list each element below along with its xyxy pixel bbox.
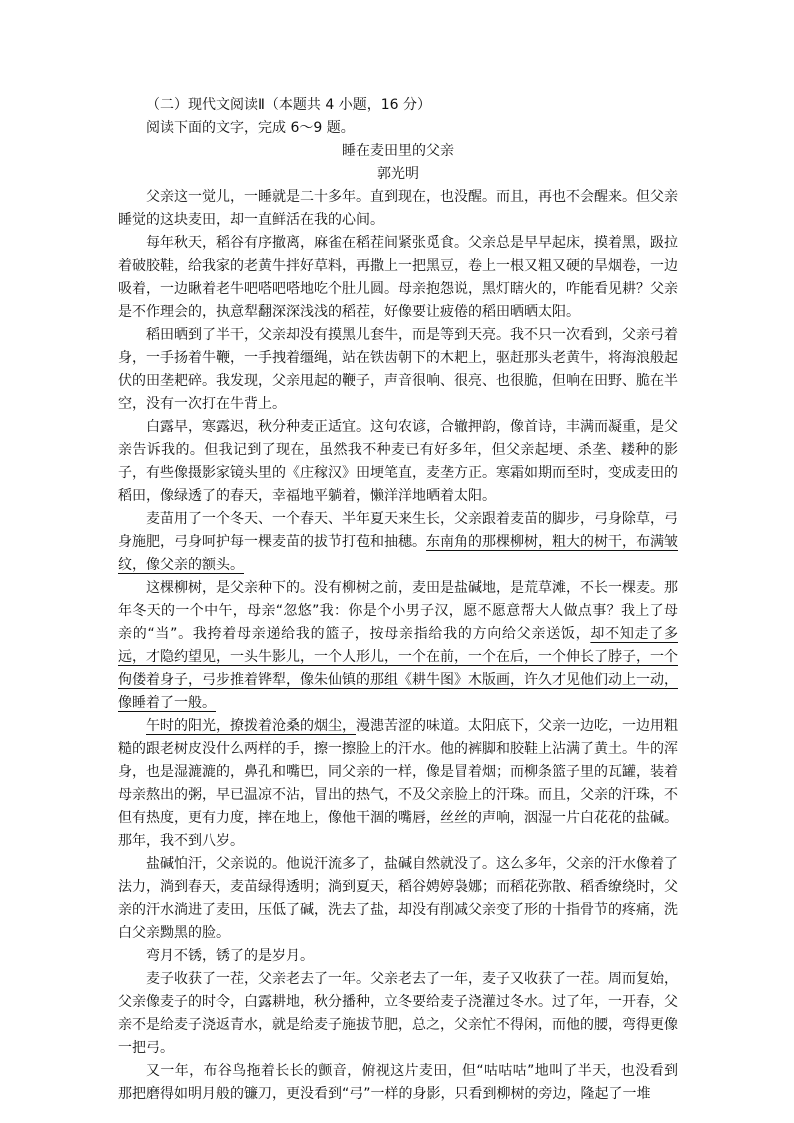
essay-paragraph: 弯月不锈，锈了的是岁月。 — [146, 948, 314, 964]
essay-paragraph: 白露早，寒露迟，秋分种麦正适宜。这句农谚，合辙押韵，像首诗，丰满而凝重，是父亲告诉我的。但我记到了现在，虽然我不种麦已有好多年，但父亲起埂、杀垄、耧种的影子，有些像摄影家镜头里的《庄稼汉》田埂笔直，麦垄方正。寒霜如期而至时，变成麦田的稻田，像绿透了的春天，幸福地平躺着，懒洋洋地晒着太阳。 — [118, 419, 678, 504]
essay-title: 睡在麦田里的父亲 — [342, 143, 454, 159]
essay-author: 郭光明 — [377, 166, 419, 182]
essay-paragraph: 盐碱怕汗，父亲说的。他说汗流多了，盐碱自然就没了。这么多年，父亲的汗水像着了法力，淌到春天，麦苗绿得透明；淌到夏天，稻谷娉婷袅娜；而稻花弥散、稻香缭绕时，父亲的汗水淌进了麦田，压低了碱，洗去了盐，却没有削减父亲变了形的十指骨节的疼痛，洗白父亲黝黑的脸。 — [118, 856, 678, 941]
document-page — [118, 94, 678, 1106]
essay-paragraph: 麦苗用了一个冬天、一个春天、半年夏天来生长，父亲跟着麦苗的脚步，弓身除草，弓身施肥，弓身呵护每一棵麦苗的拔节打苞和抽穗。东南角的那棵柳树，粗大的树干，布满皱纹，像父亲的额头。 — [118, 511, 678, 573]
essay-paragraph: 麦子收获了一茬，父亲老去了一年。父亲老去了一年，麦子又收获了一茬。周而复始，父亲像麦子的时令，白露耕地，秋分播种，立冬要给麦子浇灌过冬水。过了年，一开春，父亲不是给麦子浇返青水，就是给麦子施拔节肥，总之，父亲忙不得闲，而他的腰，弯得更像一把弓。 — [118, 971, 678, 1056]
underlined-passage: 午时的阳光，撩拨着沧桑的烟尘， — [146, 718, 356, 734]
essay-paragraph: 午时的阳光，撩拨着沧桑的烟尘，漫漶苦涩的味道。太阳底下，父亲一边吃，一边用粗糙的跟老树皮没什么两样的手，擦一擦脸上的汗水。他的裤脚和胶鞋上沾满了黄土。牛的浑身，也是湿漉漉的，鼻孔和嘴巴，同父亲的一样，像是冒着烟；而柳条篮子里的瓦罐，装着母亲熬出的粥，早已温凉不沾，冒出的热气，不及父亲脸上的汗珠。而且，父亲的汗珠，不但有热度，更有力度，摔在地上，像他干涸的嘴唇，丝丝的声响，洇湿一片白花花的盐碱。那年，我不到八岁。 — [118, 718, 678, 849]
reading-instruction: 阅读下面的文字，完成 6～9 题。 — [146, 120, 355, 136]
essay-paragraph: 稻田晒到了半干，父亲却没有摸黑儿套牛，而是等到天亮。我不只一次看到，父亲弓着身，一手扬着牛鞭，一手拽着缰绳，站在铁齿朝下的木耙上，驱赶那头老黄牛，将海浪般起伏的田垄耙碎。我发现，父亲甩起的鞭子，声音很响、很亮、也很脆，但响在田野、脆在半空，没有一次打在牛背上。 — [118, 327, 678, 412]
essay-paragraph: 又一年，布谷鸟拖着长长的颤音，俯视这片麦田，但“咕咕咕”地叫了半天，也没看到那把磨得如明月般的镰刀，更没看到“弓”一样的身影，只看到柳树的旁边，隆起了一堆 — [118, 1063, 678, 1102]
section-header: （二）现代文阅读Ⅱ（本题共 4 小题，16 分） — [146, 97, 431, 113]
essay-paragraph: 这棵柳树，是父亲种下的。没有柳树之前，麦田是盐碱地，是荒草滩，不长一棵麦。那年冬天的一个中午，母亲“忽悠”我：你是个小男子汉，愿不愿意帮大人做点事？我上了母亲的“当”。我挎着母亲递给我的篮子，按母亲指给我的方向给父亲送饭，却不知走了多远，才隐约望见，一头牛影儿，一个人形儿，一个在前，一个在后，一个伸长了脖子，一个佝偻着身子，弓步推着铧犁，像朱仙镇的那组《耕牛图》木版画，许久才见他们动上一动，像睡着了一般。 — [118, 580, 678, 711]
essay-body — [118, 186, 678, 1106]
underlined-passage: 却不知走了多远，才隐约望见，一头牛影儿，一个人形儿，一个在前，一个在后，一个伸长了脖子，一个佝偻着身子，弓步推着铧犁，像朱仙镇的那组《耕牛图》木版画，许久才见他们动上一动，像睡着了一般。 — [118, 626, 678, 711]
underlined-passage: 东南角的那棵柳树，粗大的树干，布满皱纹，像父亲的额头。 — [118, 534, 678, 573]
essay-paragraph: 父亲这一觉儿，一睡就是二十多年。直到现在，也没醒。而且，再也不会醒来。但父亲睡觉的这块麦田，却一直鲜活在我的心间。 — [118, 189, 678, 228]
essay-paragraph: 每年秋天，稻谷有序撤离，麻雀在稻茬间紧张觅食。父亲总是早早起床，摸着黑，趿拉着破胶鞋，给我家的老黄牛拌好草料，再撒上一把黑豆，卷上一根又粗又硬的旱烟卷，一边吸着，一边瞅着老牛吧嗒吧嗒地吃个肚儿圆。母亲抱怨说，黑灯瞎火的，咋能看见耕？父亲是不作理会的，执意犁翻深深浅浅的稻茬，好像要让疲倦的稻田晒晒太阳。 — [118, 235, 678, 320]
